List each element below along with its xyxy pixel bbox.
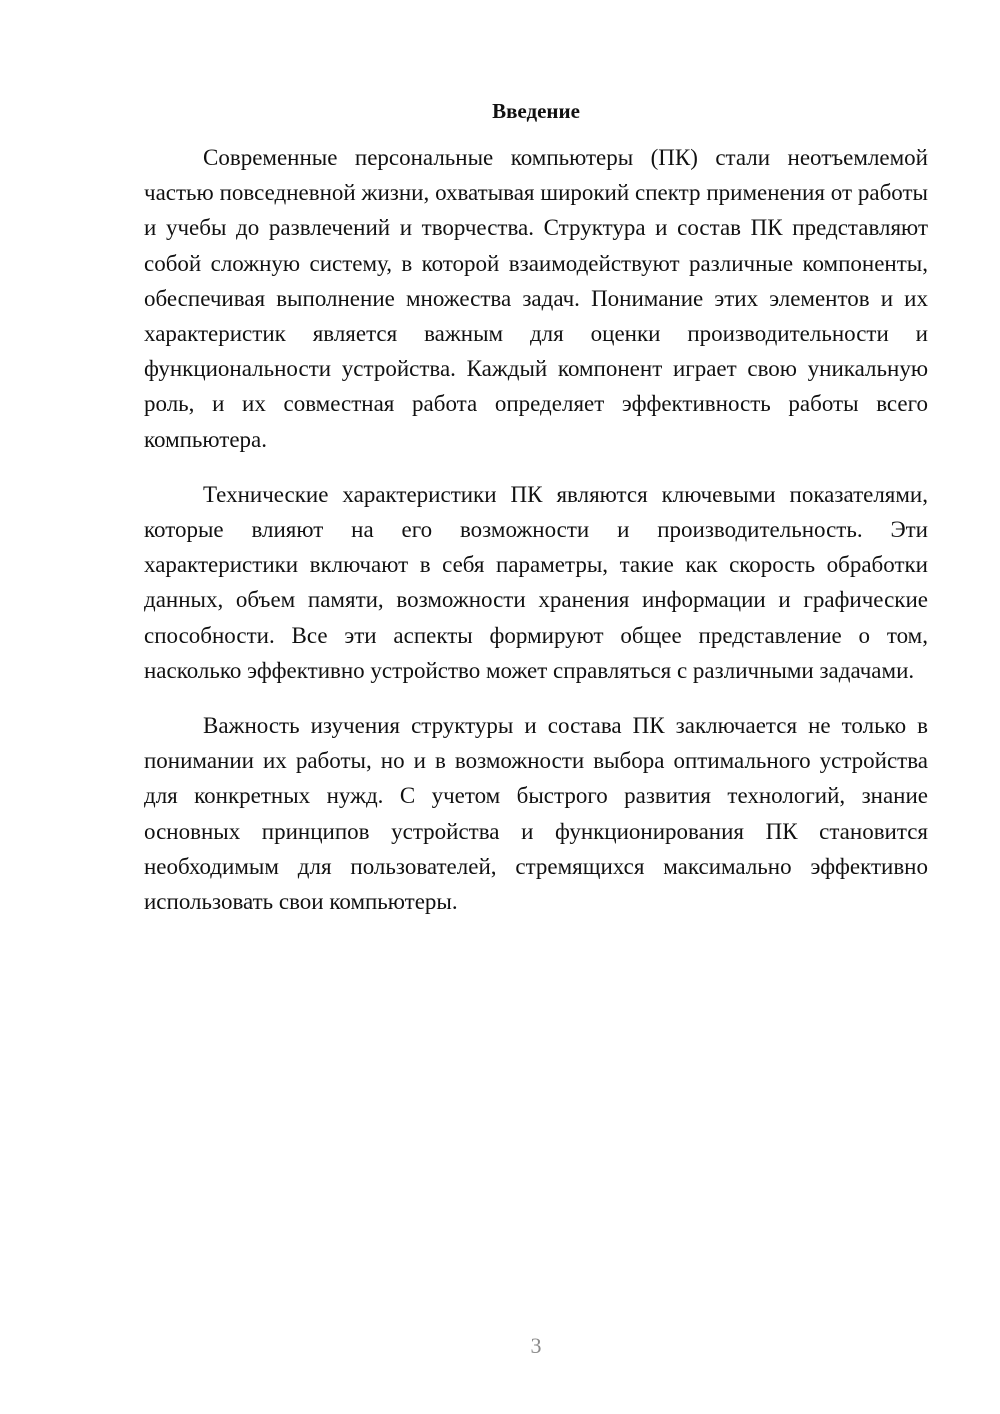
paragraph-2: Технические характеристики ПК являются ключевыми показателями, которые влияют на его возможности и производительность. Эти характеристики включают в себя параметры, такие как скорость обработки данных, объем памяти, возможности хранения информации и графические способности. Все эти аспекты формируют общее представление о том, насколько эффективно устройство может справляться с различными задачами. bbox=[144, 481, 928, 683]
page-content bbox=[144, 96, 928, 919]
page-number: 3 bbox=[530, 1333, 542, 1358]
paragraph-3: Важность изучения структуры и состава ПК заключается не только в понимании их работы, но и в возможности выбора оптимального устройства для конкретных нужд. С учетом быстрого развития технологий, знание основных принципов устройства и функционирования ПК становится необходимым для пользователей, стремящихся максимально эффективно использовать свои компьютеры. bbox=[144, 713, 928, 915]
section-title: Введение bbox=[492, 99, 580, 123]
paragraph-1: Современные персональные компьютеры (ПК) стали неотъемлемой частью повседневной жизни, охватывая широкий спектр применения от работы и учебы до развлечений и творчества. Структура и состав ПК представляют собой сложную систему, в которой взаимодействуют различные компоненты, обеспечивая выполнение множества задач. Понимание этих элементов и их характеристик является важным для оценки производительности и функциональности устройства. Каждый компонент играет свою уникальную роль, и их совместная работа определяет эффективность работы всего компьютера. bbox=[144, 145, 928, 452]
